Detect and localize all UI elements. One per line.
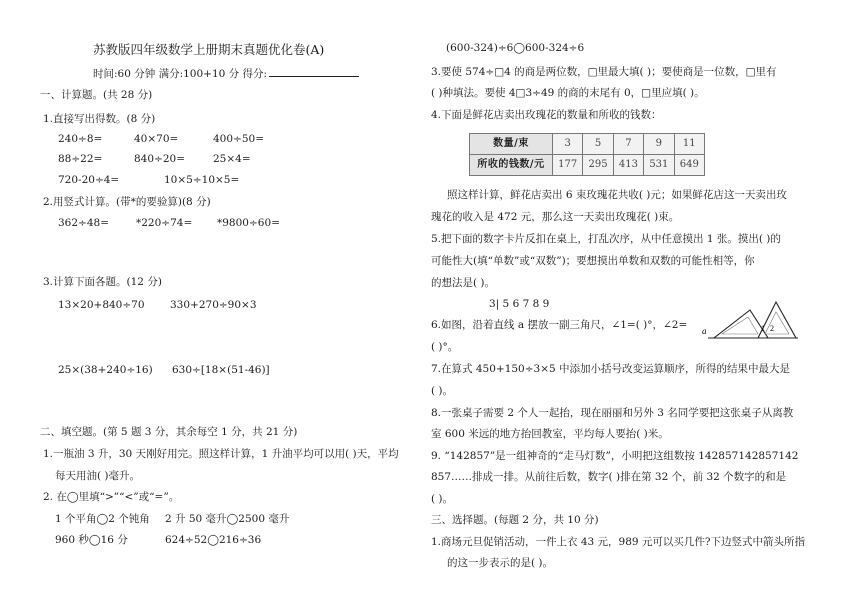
label-1: 1: [761, 324, 765, 333]
table-cell: 531: [644, 155, 674, 176]
r7-line2: ( )。: [431, 385, 454, 397]
q1-row3-b: 10×5÷10×5=: [164, 174, 240, 186]
r7-line1: 7.在算式 450+150÷3×5 中添加小括号改变运算顺序，所得的结果中最大是: [431, 363, 791, 375]
header-title: 苏教版四年级数学上册期末真题优化卷(A): [93, 42, 325, 57]
r5-line3: 的想法是( )。: [431, 277, 496, 289]
q1-row1-b: 40×70=: [134, 133, 179, 145]
c1-line1: 1.商场元旦促销活动，一件上衣 43 元，989 元可以买几件?下边竖式中箭头所指: [431, 536, 806, 548]
q1-row1-a: 240÷8=: [58, 133, 103, 145]
r3-line2: ( )种填法。要使 4□3÷49 的商的末尾有 0，□里应填( )。: [431, 87, 705, 99]
section-2-heading: 二、填空题。(第 5 题 3 分，其余每空 1 分，共 21 分): [40, 426, 298, 438]
rose-price-table: [469, 133, 705, 176]
c1-line2: 的这一步表示的是( )。: [447, 557, 554, 569]
r6-line2: ( )°。: [431, 341, 459, 353]
table-header-money: 所收的钱数/元: [470, 155, 553, 176]
q3-row2-b: 630÷[18×(51-46)]: [172, 364, 270, 376]
r4-line3: 瑰花的收入是 472 元，那么这一天卖出玫瑰花( )束。: [431, 211, 680, 223]
q3-row2-a: 25×(38+240÷16): [58, 364, 153, 376]
q1-row3-a: 720-20÷4=: [58, 174, 120, 186]
table-cell: 177: [553, 155, 583, 176]
table-cell: 413: [613, 155, 643, 176]
q2-b: *220÷74=: [136, 217, 193, 229]
r9-line3: ( )。: [431, 493, 454, 505]
triangle-ruler-right-inner: [765, 312, 789, 334]
r4-line2: 照这样计算，鲜花店卖出 6 束玫瑰花共收( )元；如果鲜花店这一天卖出玫: [447, 189, 787, 201]
digit-cards: 3| 5 6 7 8 9: [489, 298, 550, 310]
table-cell: 9: [644, 134, 674, 155]
section-1-heading: 一、计算题。(共 28 分): [40, 89, 153, 101]
f1-line1: 1.一瓶油 3 升，30 天刚好用完。照这样计算，1 升油平均可以用( )天，平均: [43, 448, 399, 460]
f1-line2: 每天用油( )毫升。: [55, 470, 141, 482]
r8-line2: 室 600 米远的地方抬回教室，平均每人要抬( )米。: [431, 428, 669, 440]
r5-line1: 5.把下面的数字卡片反扣在桌上，打乱次序，从中任意摸出 1 张。摸出( )的: [431, 233, 781, 245]
table-cell: 3: [553, 134, 583, 155]
score-blank[interactable]: [269, 66, 359, 77]
q1-row2-c: 25×4=: [213, 153, 251, 165]
section-3-heading: 三、选择题。(每题 2 分，共 10 分): [431, 514, 599, 526]
q2-c: *9800÷60=: [217, 217, 280, 229]
q1-row1-c: 400÷50=: [213, 133, 264, 145]
q3-row1-b: 330+270÷90×3: [170, 299, 257, 311]
f2-row2-b: 624÷52◯216÷36: [165, 534, 262, 546]
r-continuation: (600-324)÷6◯600-324÷6: [446, 42, 585, 54]
table-cell: 7: [613, 134, 643, 155]
q2-a: 362÷48=: [58, 217, 109, 229]
r9-line2: 857……排成一排。从前往后数，数字( )排在第 32 个，前 32 个数字的和是: [431, 471, 787, 483]
r6-line1: 6.如图，沿着直线 a 摆放一副三角尺，∠1=( )°，∠2=: [431, 319, 688, 331]
triangle-rulers-figure: [702, 300, 800, 344]
label-a: a: [702, 326, 707, 336]
f2-row1-a: 1 个平角◯2 个钝角: [55, 513, 150, 525]
table-cell: 649: [674, 155, 704, 176]
f2-title: 2. 在◯里填“>”“<”或“=”。: [43, 491, 180, 503]
r3-line1: 3.要使 574÷□4 的商是两位数，□里最大填( )；要使商是一位数，□里有: [431, 66, 777, 78]
q1-row2-a: 88÷22=: [58, 153, 103, 165]
header-info-text: 时间:60 分钟 满分:100+10 分 得分:: [93, 68, 268, 80]
table-cell: 295: [583, 155, 613, 176]
header-info: [93, 66, 359, 81]
table-cell: 5: [583, 134, 613, 155]
r4-line1: 4.下面是鲜花店卖出玫瑰花的数量和所收的钱数：: [431, 109, 662, 121]
table-row: [470, 134, 705, 155]
r5-line2: 可能性大(填“单数”或“双数”)；要想摸出单数和双数的可能性相等，你: [431, 255, 755, 267]
f2-row1-b: 2 升 50 毫升◯2500 毫升: [165, 513, 290, 525]
r8-line1: 8.一张桌子需要 2 个人一起抬，现在丽丽和另外 3 名同学要把这张桌子从离教: [431, 407, 794, 419]
table-header-qty: 数量/束: [470, 134, 553, 155]
table-cell: 11: [674, 134, 704, 155]
table-row: [470, 155, 705, 176]
q3-title: 3.计算下面各题。(12 分): [43, 276, 162, 288]
q1-row2-b: 840÷20=: [134, 153, 185, 165]
q1-title: 1.直接写出得数。(8 分): [43, 113, 156, 125]
f2-row2-a: 960 秒◯16 分: [55, 534, 128, 546]
q3-row1-a: 13×20+840÷70: [58, 299, 145, 311]
triangle-ruler-left-inner: [722, 317, 758, 334]
r9-line1: 9. “142857”是一组神奇的“走马灯数”，小明把这组数按 142857142857142: [431, 450, 799, 462]
q2-title: 2.用竖式计算。(带*的要验算)(8 分): [43, 196, 211, 208]
label-2: 2: [770, 324, 774, 333]
